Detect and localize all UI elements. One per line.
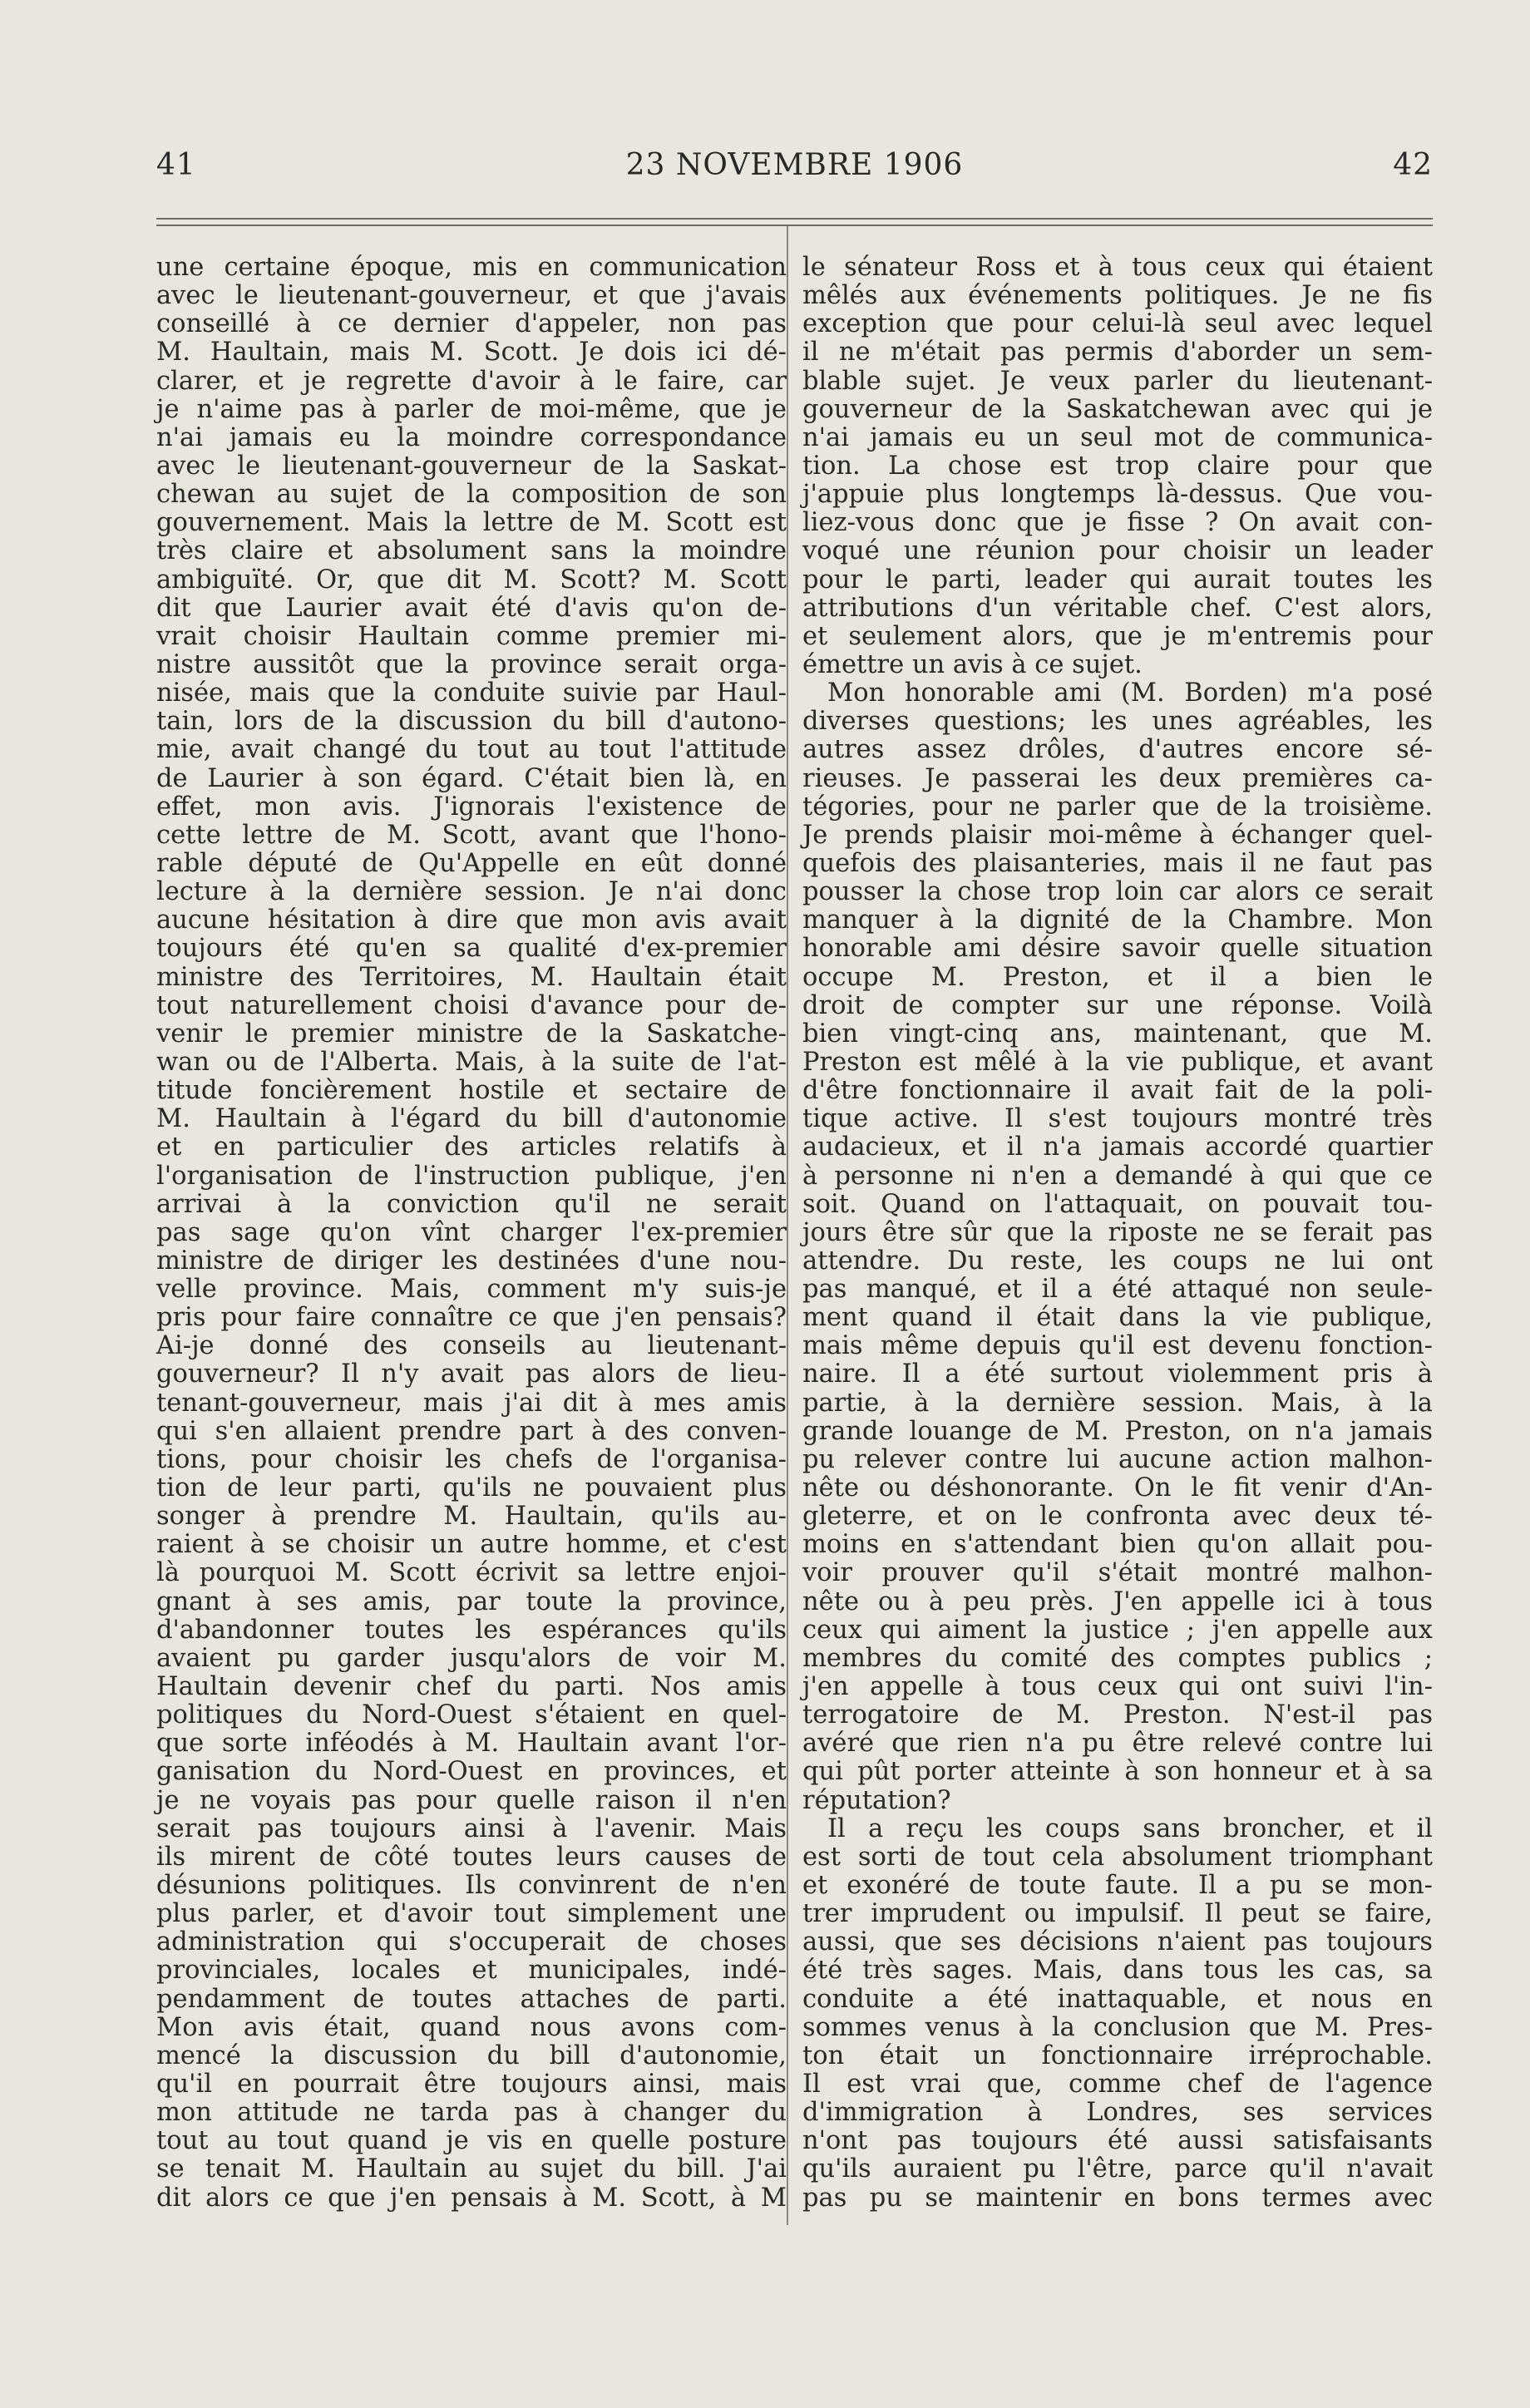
text-line: ils mirent de côté toutes leurs causes de [156, 1842, 787, 1872]
text-line: qu'ils auraient pu l'être, parce qu'il n'avait [802, 2154, 1433, 2184]
text-line: ganisation du Nord-Ouest en provinces, et [156, 1757, 787, 1787]
text-line: mencé la discussion du bill d'autonomie, [156, 2040, 787, 2070]
text-line: aussi, que ses décisions n'aient pas toujours [802, 1927, 1433, 1957]
text-line: blable sujet. Je veux parler du lieutenant- [802, 366, 1433, 396]
page-date-title: 23 NOVEMBRE 1906 [625, 148, 964, 182]
text-line: mêlés aux événements politiques. Je ne fis [802, 281, 1433, 311]
text-line: arrivai à la conviction qu'il ne serait [156, 1189, 787, 1219]
text-line: dit que Laurier avait été d'avis qu'on de- [156, 593, 787, 623]
text-line: honorable ami désire savoir quelle situation [802, 934, 1433, 964]
text-line: Il a reçu les coups sans broncher, et il [827, 1813, 1433, 1843]
text-line: jours être sûr que la riposte ne se ferait pas [802, 1217, 1433, 1247]
text-line: ton était un fonctionnaire irréprochable. [802, 2040, 1433, 2070]
text-line: titude foncièrement hostile et sectaire de [156, 1076, 787, 1106]
text-line: Preston est mêlé à la vie publique, et avant [802, 1047, 1433, 1077]
text-line: mie, avait changé du tout au tout l'attitude [156, 735, 787, 765]
text-line: autres assez drôles, d'autres encore sé- [802, 735, 1433, 765]
text-line: occupe M. Preston, et il a bien le [802, 962, 1433, 992]
page-header [156, 148, 1433, 198]
text-line: bien vingt-cinq ans, maintenant, que M. [802, 1019, 1433, 1049]
text-line: ment quand il était dans la vie publique, [802, 1303, 1433, 1333]
right-column [802, 254, 1433, 2213]
text-line: serait pas toujours ainsi à l'avenir. Mais [156, 1813, 787, 1843]
text-line: tout naturellement choisi d'avance pour de- [156, 990, 787, 1020]
text-line: rable député de Qu'Appelle en eût donné [156, 848, 787, 878]
text-line: réputation? [802, 1785, 951, 1815]
text-line: avec le lieutenant-gouverneur de la Saskat- [156, 451, 787, 481]
text-line: gouverneur? Il n'y avait pas alors de lieu- [156, 1359, 787, 1389]
text-line: naire. Il a été surtout violemment pris à [802, 1359, 1433, 1389]
text-line: mon attitude ne tarda pas à changer du [156, 2098, 787, 2128]
text-line: velle province. Mais, comment m'y suis-je [156, 1275, 787, 1305]
header-rule-top [156, 218, 1433, 220]
text-line: mais même depuis qu'il est devenu fonction- [802, 1331, 1433, 1361]
text-line: pendamment de toutes attaches de parti. [156, 1984, 787, 2014]
text-line: qui s'en allaient prendre part à des conven- [156, 1416, 787, 1446]
text-line: dit alors ce que j'en pensais à M. Scott, à M [156, 2183, 787, 2213]
text-line: désunions politiques. Ils convinrent de n'en [156, 1871, 787, 1901]
text-line: liez-vous donc que je fisse ? On avait con- [802, 508, 1433, 538]
text-line: se tenait M. Haultain au sujet du bill. J'ai [156, 2154, 787, 2184]
text-line: d'abandonner toutes les espérances qu'ils [156, 1615, 787, 1645]
text-line: Ai-je donné des conseils au lieutenant- [156, 1331, 787, 1361]
text-line: avaient pu garder jusqu'alors de voir M. [156, 1643, 787, 1673]
text-line: trer imprudent ou impulsif. Il peut se faire, [802, 1899, 1433, 1929]
text-line: pas sage qu'on vînt charger l'ex-premier [156, 1217, 787, 1247]
text-line: gnant à ses amis, par toute la province, [156, 1586, 787, 1616]
text-line: j'en appelle à tous ceux qui ont suivi l'in- [802, 1672, 1433, 1702]
text-line: n'ai jamais eu la moindre correspondance [156, 422, 787, 452]
text-line: pour le parti, leader qui aurait toutes les [802, 565, 1433, 595]
text-line: membres du comité des comptes publics ; [802, 1643, 1433, 1673]
text-line: j'appuie plus longtemps là-dessus. Que vou- [802, 480, 1433, 510]
text-line: plus parler, et d'avoir tout simplement une [156, 1899, 787, 1929]
text-line: partie, à la dernière session. Mais, à la [802, 1388, 1433, 1418]
text-line: ambiguïté. Or, que dit M. Scott? M. Scott [156, 565, 787, 595]
text-line: et seulement alors, que je m'entremis pour [802, 621, 1433, 651]
text-line: une certaine époque, mis en communication [156, 253, 787, 282]
text-line: pousser la chose trop loin car alors ce serait [802, 877, 1433, 907]
text-line: pas manqué, et il a été attaqué non seule- [802, 1275, 1433, 1305]
text-line: très claire et absolument sans la moindre [156, 536, 787, 566]
text-line: nête ou déshonorante. On le fit venir d'An- [802, 1473, 1433, 1503]
text-line: M. Haultain à l'égard du bill d'autonomie [156, 1104, 787, 1134]
text-line: aucune hésitation à dire que mon avis avait [156, 905, 787, 935]
text-line: soit. Quand on l'attaquait, on pouvait tou- [802, 1189, 1433, 1219]
text-line: quefois des plaisanteries, mais il ne faut pas [802, 848, 1433, 878]
text-line: droit de compter sur une réponse. Voilà [802, 990, 1433, 1020]
text-line: pu relever contre lui aucune action malhon- [802, 1444, 1433, 1474]
text-line: raient à se choisir un autre homme, et c'est [156, 1530, 787, 1560]
header-rule-bottom [156, 225, 1433, 226]
text-line: pris pour faire connaître ce que j'en pensais? [156, 1303, 787, 1333]
text-line: manquer à la dignité de la Chambre. Mon [802, 905, 1433, 935]
text-line: rieuses. Je passerai les deux premières ca- [802, 763, 1433, 793]
text-line: l'organisation de l'instruction publique, j'en [156, 1161, 787, 1191]
text-line: il ne m'était pas permis d'aborder un sem- [802, 338, 1433, 368]
text-line: tions, pour choisir les chefs de l'organisa- [156, 1444, 787, 1474]
text-line: Mon honorable ami (M. Borden) m'a posé [827, 678, 1433, 708]
text-line: d'immigration à Londres, ses services [802, 2098, 1433, 2128]
text-line: provinciales, locales et municipales, indé- [156, 1956, 787, 1986]
text-line: et exonéré de toute faute. Il a pu se mon- [802, 1871, 1433, 1901]
text-line: ministre de diriger les destinées d'une nou- [156, 1246, 787, 1276]
text-line: là pourquoi M. Scott écrivit sa lettre enjoi- [156, 1558, 787, 1588]
text-line: effet, mon avis. J'ignorais l'existence de [156, 792, 787, 822]
text-line: nête ou à peu près. J'en appelle ici à tous [802, 1586, 1433, 1616]
text-line: avéré que rien n'a pu être relevé contre lui [802, 1729, 1433, 1759]
text-line: émettre un avis à ce sujet. [802, 649, 1143, 679]
text-line: clarer, et je regrette d'avoir à le faire, car [156, 366, 787, 396]
text-line: lecture à la dernière session. Je n'ai donc [156, 877, 787, 907]
text-line: conduite a été inattaquable, et nous en [802, 1984, 1433, 2014]
text-line: Mon avis était, quand nous avons com- [156, 2012, 787, 2042]
text-line: n'ai jamais eu un seul mot de communica- [802, 422, 1433, 452]
text-line: tenant-gouverneur, mais j'ai dit à mes amis [156, 1388, 787, 1418]
text-line: nisée, mais que la conduite suivie par Haul- [156, 678, 787, 708]
column-divider [787, 226, 788, 2225]
left-column [156, 254, 787, 2213]
text-line: tion. La chose est trop claire pour que [802, 451, 1433, 481]
text-line: ceux qui aiment la justice ; j'en appelle aux [802, 1615, 1433, 1645]
text-line: tégories, pour ne parler que de la troisième. [802, 792, 1433, 822]
text-line: attendre. Du reste, les coups ne lui ont [802, 1246, 1433, 1276]
text-line: je n'aime pas à parler de moi-même, que je [156, 394, 787, 424]
text-line: tion de leur parti, qu'ils ne pouvaient plus [156, 1473, 787, 1503]
text-line: moins en s'attendant bien qu'on allait pou- [802, 1530, 1433, 1560]
text-line: conseillé à ce dernier d'appeler, non pas [156, 309, 787, 339]
text-line: je ne voyais pas pour quelle raison il n'en [156, 1785, 787, 1815]
text-line: tique active. Il s'est toujours montré très [802, 1104, 1433, 1134]
text-line: ministre des Territoires, M. Haultain était [156, 962, 787, 992]
text-line: politiques du Nord-Ouest s'étaient en quel- [156, 1700, 787, 1730]
text-line: à personne ni n'en a demandé à qui que ce [802, 1161, 1433, 1191]
text-line: Il est vrai que, comme chef de l'agence [802, 2070, 1433, 2099]
text-line: n'ont pas toujours été aussi satisfaisants [802, 2126, 1433, 2156]
text-line: qui pût porter atteinte à son honneur et à sa [802, 1757, 1433, 1787]
text-line: M. Haultain, mais M. Scott. Je dois ici dé- [156, 338, 787, 368]
text-line: est sorti de tout cela absolument triomphant [802, 1842, 1433, 1872]
text-line: nistre aussitôt que la province serait orga- [156, 649, 787, 679]
text-line: voqué une réunion pour choisir un leader [802, 536, 1433, 566]
text-line: le sénateur Ross et à tous ceux qui étaient [802, 253, 1433, 282]
text-line: grande louange de M. Preston, on n'a jamais [802, 1416, 1433, 1446]
text-line: tout au tout quand je vis en quelle posture [156, 2126, 787, 2156]
text-line: gleterre, et on le confronta avec deux té- [802, 1502, 1433, 1532]
text-line: d'être fonctionnaire il avait fait de la poli- [802, 1076, 1433, 1106]
text-line: voir prouver qu'il s'était montré malhon- [802, 1558, 1433, 1588]
text-line: diverses questions; les unes agréables, les [802, 707, 1433, 737]
text-line: songer à prendre M. Haultain, qu'ils au- [156, 1502, 787, 1532]
text-line: qu'il en pourrait être toujours ainsi, mais [156, 2070, 787, 2099]
text-line: pas pu se maintenir en bons termes avec [802, 2183, 1433, 2213]
text-line: tain, lors de la discussion du bill d'autono- [156, 707, 787, 737]
text-line: chewan au sujet de la composition de son [156, 480, 787, 510]
text-line: avec le lieutenant-gouverneur, et que j'avais [156, 281, 787, 311]
text-line: audacieux, et il n'a jamais accordé quartier [802, 1132, 1433, 1162]
text-line: venir le premier ministre de la Saskatche- [156, 1019, 787, 1049]
text-line: toujours été qu'en sa qualité d'ex-premier [156, 934, 787, 964]
text-line: sommes venus à la conclusion que M. Pres- [802, 2012, 1433, 2042]
text-line: vrait choisir Haultain comme premier mi- [156, 621, 787, 651]
text-line: administration qui s'occuperait de choses [156, 1927, 787, 1957]
text-line: gouvernement. Mais la lettre de M. Scott est [156, 508, 787, 538]
page-number-left: 41 [156, 148, 196, 182]
text-line: cette lettre de M. Scott, avant que l'hono- [156, 820, 787, 850]
text-line: de Laurier à son égard. C'était bien là, en [156, 763, 787, 793]
text-line: Je prends plaisir moi-même à échanger quel- [802, 820, 1433, 850]
text-line: exception que pour celui-là seul avec lequel [802, 309, 1433, 339]
text-line: terrogatoire de M. Preston. N'est-il pas [802, 1700, 1433, 1730]
text-line: été très sages. Mais, dans tous les cas, sa [802, 1956, 1433, 1986]
text-line: et en particulier des articles relatifs à [156, 1132, 787, 1162]
page-number-right: 42 [1393, 148, 1433, 182]
text-line: que sorte inféodés à M. Haultain avant l'or- [156, 1729, 787, 1759]
text-line: wan ou de l'Alberta. Mais, à la suite de l'at- [156, 1047, 787, 1077]
text-line: gouverneur de la Saskatchewan avec qui je [802, 394, 1433, 424]
text-line: attributions d'un véritable chef. C'est alors, [802, 593, 1433, 623]
text-line: Haultain devenir chef du parti. Nos amis [156, 1672, 787, 1702]
